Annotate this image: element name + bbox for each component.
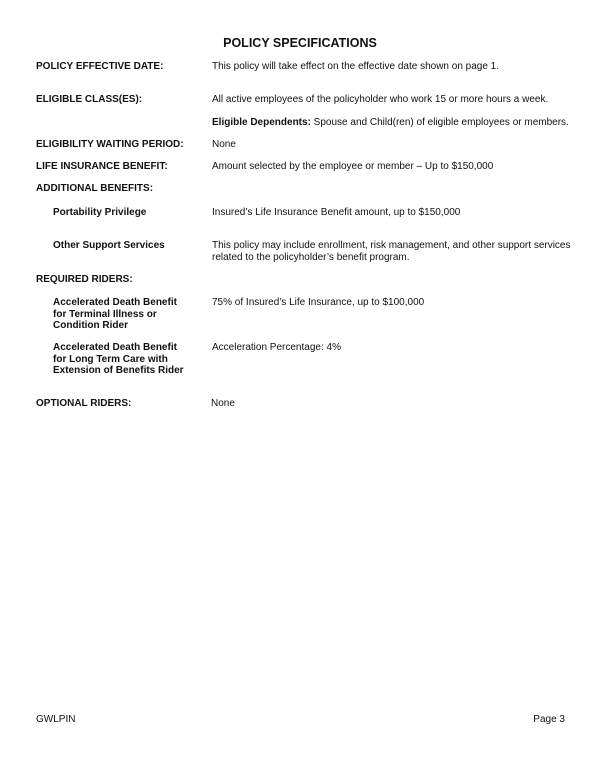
footer-form-id: GWLPIN <box>36 714 76 725</box>
ltc-rider-value: Acceleration Percentage: 4% <box>212 342 341 353</box>
footer-page-number: Page 3 <box>533 714 565 725</box>
waiting-period-label: ELIGIBILITY WAITING PERIOD: <box>36 139 184 150</box>
ltc-rider-label-line-3: Extension of Benefits Rider <box>53 365 184 376</box>
effective-date-label: POLICY EFFECTIVE DATE: <box>36 61 164 72</box>
support-services-label: Other Support Services <box>53 240 165 251</box>
support-services-line-2: related to the policyholder’s benefit program. <box>212 251 410 263</box>
terminal-rider-label-line-3: Condition Rider <box>53 320 128 331</box>
eligible-dependents-label: Eligible Dependents: <box>212 117 311 128</box>
terminal-rider-label <box>53 297 177 332</box>
portability-value: Insured’s Life Insurance Benefit amount, up to $150,000 <box>212 207 461 218</box>
ltc-rider-label-line-1: Accelerated Death Benefit <box>53 342 177 353</box>
ltc-rider-label <box>53 342 184 377</box>
life-benefit-label: LIFE INSURANCE BENEFIT: <box>36 161 168 172</box>
required-riders-heading: REQUIRED RIDERS: <box>36 274 133 285</box>
life-benefit-value: Amount selected by the employee or member – Up to $150,000 <box>212 161 494 172</box>
page-title: POLICY SPECIFICATIONS <box>223 36 377 50</box>
optional-riders-label: OPTIONAL RIDERS: <box>36 398 132 409</box>
eligible-dependents <box>212 117 569 128</box>
eligible-dependents-value: Spouse and Child(ren) of eligible employees or members. <box>310 117 569 128</box>
support-services-value <box>212 240 571 263</box>
terminal-rider-value: 75% of Insured’s Life Insurance, up to $100,000 <box>212 297 425 308</box>
support-services-line-1: This policy may include enrollment, risk management, and other support services <box>212 240 571 251</box>
terminal-rider-label-line-1: Accelerated Death Benefit <box>53 297 177 308</box>
optional-riders-value: None <box>211 398 235 409</box>
terminal-rider-label-line-2: for Terminal Illness or <box>53 308 157 320</box>
eligible-classes-value: All active employees of the policyholder who work 15 or more hours a week. <box>212 94 549 105</box>
ltc-rider-label-line-2: for Long Term Care with <box>53 353 168 365</box>
waiting-period-value: None <box>212 139 236 150</box>
portability-label: Portability Privilege <box>53 207 147 218</box>
effective-date-value: This policy will take effect on the effective date shown on page 1. <box>212 61 500 72</box>
additional-benefits-heading: ADDITIONAL BENEFITS: <box>36 183 154 194</box>
eligible-classes-label: ELIGIBLE CLASS(ES): <box>36 94 143 105</box>
